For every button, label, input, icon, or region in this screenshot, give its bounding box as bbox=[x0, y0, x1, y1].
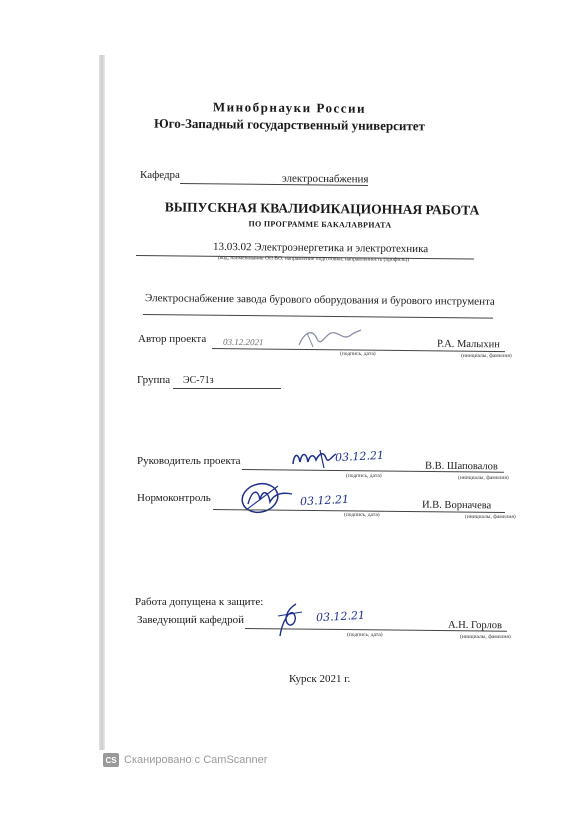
group-value: ЭС-71з bbox=[183, 375, 214, 386]
work-topic: Электроснабжение завода бурового оборудования и бурового инструмента bbox=[144, 292, 495, 308]
supervisor-signature bbox=[290, 446, 338, 472]
supervisor-name: В.В. Шаповалов bbox=[424, 460, 498, 473]
topic-underline bbox=[143, 314, 493, 319]
author-signature bbox=[295, 325, 365, 351]
author-name: Р.А. Малыхин bbox=[436, 338, 500, 351]
norm-control-signature bbox=[238, 480, 298, 520]
chair-head-name: А.Н. Горлов bbox=[447, 619, 503, 632]
chair-head-signature bbox=[272, 600, 312, 640]
chair-head-label: Заведующий кафедрой bbox=[137, 614, 244, 626]
supervisor-label: Руководитель проекта bbox=[137, 455, 241, 467]
group-underline bbox=[173, 388, 281, 389]
work-title: ВЫПУСКНАЯ КВАЛИФИКАЦИОННАЯ РАБОТА bbox=[164, 199, 480, 218]
author-date: 03.12.2021 bbox=[222, 336, 264, 348]
norm-control-date: 03.12.21 bbox=[299, 492, 350, 509]
specialty-hint: (код, наименование ОП ВО: направление подготовки, направленность (профиль)) bbox=[217, 254, 410, 264]
camscanner-watermark bbox=[103, 752, 267, 768]
admission-label: Работа допущена к защите: bbox=[135, 596, 264, 608]
camscanner-logo-icon: CS bbox=[103, 753, 119, 767]
author-name-hint: (инициалы, фамилия) bbox=[461, 353, 512, 359]
program-subtitle: ПО ПРОГРАММЕ БАКАЛАВРИАТА bbox=[248, 219, 392, 230]
norm-control-name: И.В. Ворначева bbox=[421, 499, 492, 512]
scan-binding-shadow bbox=[99, 55, 105, 750]
supervisor-signature-hint: (подпись, дата) bbox=[346, 473, 382, 479]
university-heading: Юго-Западный государственный университет bbox=[153, 115, 426, 134]
supervisor-name-hint: (инициалы, фамилия) bbox=[458, 475, 509, 481]
author-signature-hint: (подпись, дата) bbox=[340, 351, 376, 357]
ministry-heading: Минобрнауки России bbox=[212, 99, 367, 116]
city-year: Курск 2021 г. bbox=[289, 673, 351, 685]
chair-head-date: 03.12.21 bbox=[315, 608, 366, 625]
chair-head-name-hint: (инициалы, фамилия) bbox=[460, 634, 511, 640]
author-label: Автор проекта bbox=[138, 333, 207, 345]
norm-control-signature-hint: (подпись, дата) bbox=[344, 512, 380, 518]
watermark-text: Сканировано с CamScanner bbox=[124, 754, 268, 766]
specialty-value: 13.03.02 Электроэнергетика и электротехника bbox=[212, 240, 429, 256]
chair-head-signature-hint: (подпись, дата) bbox=[347, 632, 383, 638]
group-label: Группа bbox=[137, 374, 171, 386]
norm-control-name-hint: (инициалы, фамилия) bbox=[465, 514, 516, 520]
supervisor-date: 03.12.21 bbox=[334, 448, 385, 465]
norm-control-label: Нормоконтроль bbox=[137, 492, 211, 504]
department-value: электроснабжения bbox=[281, 172, 369, 186]
department-label: Кафедра bbox=[140, 169, 180, 181]
